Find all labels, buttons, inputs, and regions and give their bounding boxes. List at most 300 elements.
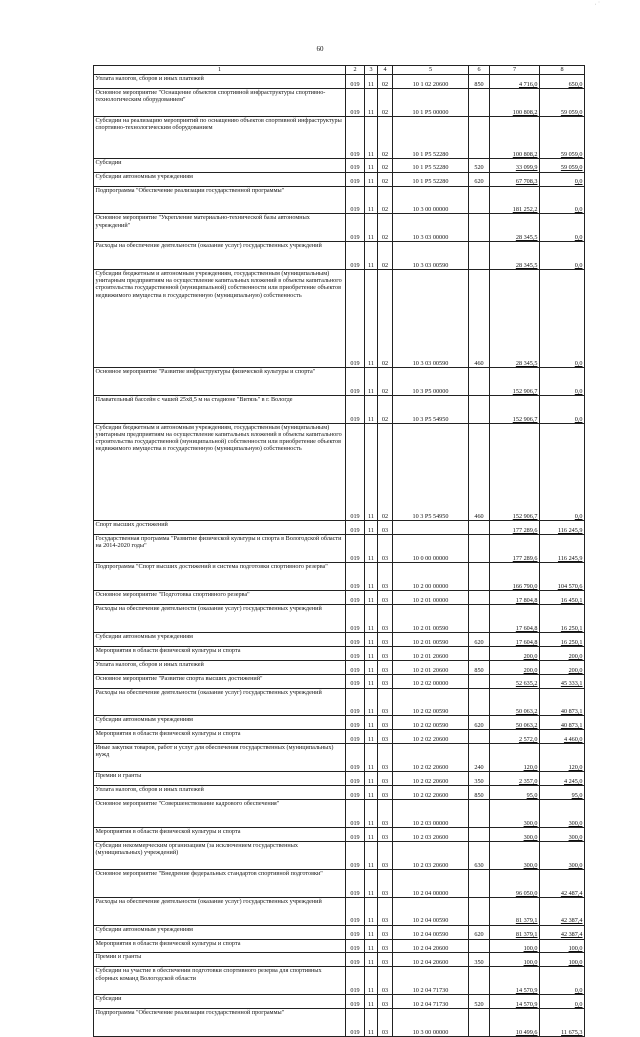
table-row: [94, 897, 585, 925]
subsection-code: 03: [378, 897, 393, 925]
section-code: 11: [365, 591, 378, 605]
amount-year-1: 152 906,7: [490, 423, 540, 521]
amount-year-2: 16 250,1: [540, 604, 585, 632]
row-name: Уплата налогов, сборов и иных платежей: [94, 75, 346, 89]
section-code: 11: [365, 604, 378, 632]
amount-year-1: 28 345,5: [490, 270, 540, 368]
target-article-code: 10 2 00 00000: [393, 563, 469, 591]
amount-year-1: 100,0: [490, 939, 540, 953]
row-name: Основное мероприятие "Оснащение объектов спортивной инфраструктуры спортивно-технологическим оборудованием": [94, 88, 346, 116]
target-article-code: 10 1 P5 52280: [393, 116, 469, 158]
subsection-code: 03: [378, 967, 393, 995]
table-row: [94, 270, 585, 368]
row-name: Субсидии бюджетным и автономным учреждениям, государственным (муниципальным) унитарным предприятиям на осуществление капитальных вложений в объекты капитального строительства государственной (муниципальной) собственности или приобретение объектов недвижимого имущества в государственную (муниципальную) собственность: [94, 423, 346, 521]
amount-year-1: 50 063,2: [490, 688, 540, 716]
amount-year-1: 10 499,6: [490, 1009, 540, 1037]
subsection-code: 03: [378, 828, 393, 842]
subsection-code: 03: [378, 591, 393, 605]
table-row: [94, 925, 585, 939]
row-name: Основное мероприятие "Совершенствование кадрового обеспечения": [94, 800, 346, 828]
expense-type-code: [469, 939, 490, 953]
table-row: [94, 841, 585, 869]
row-name: Расходы на обеспечение деятельности (оказание услуг) государственных учреждений: [94, 897, 346, 925]
section-code: 11: [365, 186, 378, 214]
amount-year-2: 42 387,4: [540, 925, 585, 939]
subsection-code: 03: [378, 995, 393, 1009]
amount-year-1: 14 570,9: [490, 967, 540, 995]
subsection-code: 03: [378, 604, 393, 632]
target-article-code: 10 2 01 00590: [393, 604, 469, 632]
table-row: [94, 423, 585, 521]
expense-type-code: [469, 563, 490, 591]
amount-year-2: 11 675,3: [540, 1009, 585, 1037]
subsection-code: 03: [378, 953, 393, 967]
grbs-code: 019: [346, 841, 365, 869]
grbs-code: 019: [346, 88, 365, 116]
table-row: [94, 632, 585, 646]
amount-year-1: 200,0: [490, 660, 540, 674]
grbs-code: 019: [346, 828, 365, 842]
table-row: [94, 367, 585, 395]
table-row: [94, 688, 585, 716]
amount-year-1: 14 570,9: [490, 995, 540, 1009]
row-name: Субсидии автономным учреждениям: [94, 925, 346, 939]
subsection-code: 03: [378, 646, 393, 660]
amount-year-1: 17 604,8: [490, 632, 540, 646]
table-row: [94, 716, 585, 730]
row-name: Подпрограмма "Спорт высших достижений и система подготовки спортивного резерва": [94, 563, 346, 591]
target-article-code: 10 3 P5 00000: [393, 367, 469, 395]
amount-year-2: 16 250,1: [540, 632, 585, 646]
amount-year-2: 104 570,6: [540, 563, 585, 591]
amount-year-2: 0,0: [540, 995, 585, 1009]
target-article-code: 10 3 03 00590: [393, 242, 469, 270]
row-name: Уплата налогов, сборов и иных платежей: [94, 660, 346, 674]
amount-year-2: 0,0: [540, 395, 585, 423]
amount-year-1: 177 289,6: [490, 521, 540, 535]
amount-year-1: 96 050,0: [490, 869, 540, 897]
amount-year-2: 100,0: [540, 939, 585, 953]
grbs-code: 019: [346, 939, 365, 953]
grbs-code: 019: [346, 716, 365, 730]
subsection-code: 03: [378, 563, 393, 591]
amount-year-2: 0,0: [540, 367, 585, 395]
expense-type-code: [469, 897, 490, 925]
grbs-code: 019: [346, 869, 365, 897]
section-code: 11: [365, 395, 378, 423]
row-name: Субсидии бюджетным и автономным учреждениям, государственным (муниципальным) унитарным предприятиям на осуществление капитальных вложений в объекты капитального строительства государственной (муниципальной) собственности или приобретение объектов недвижимого имущества в государственную (муниципальную) собственность: [94, 270, 346, 368]
budget-table: [93, 65, 585, 1037]
expense-type-code: 520: [469, 995, 490, 1009]
row-name: Субсидии автономным учреждениям: [94, 716, 346, 730]
row-name: Премии и гранты: [94, 772, 346, 786]
amount-year-1: 4 716,0: [490, 75, 540, 89]
table-row: [94, 786, 585, 800]
table-row: [94, 800, 585, 828]
target-article-code: 10 2 03 20600: [393, 841, 469, 869]
amount-year-1: 300,0: [490, 800, 540, 828]
subsection-code: 02: [378, 158, 393, 172]
grbs-code: 019: [346, 214, 365, 242]
amount-year-2: 16 450,1: [540, 591, 585, 605]
expense-type-code: [469, 828, 490, 842]
row-name: Субсидии: [94, 158, 346, 172]
expense-type-code: [469, 674, 490, 688]
section-code: 11: [365, 632, 378, 646]
section-code: 11: [365, 535, 378, 563]
subsection-code: 02: [378, 367, 393, 395]
grbs-code: 019: [346, 563, 365, 591]
amount-year-1: 181 252,2: [490, 186, 540, 214]
expense-type-code: 630: [469, 841, 490, 869]
expense-type-code: [469, 730, 490, 744]
amount-year-2: 300,0: [540, 841, 585, 869]
row-name: Основное мероприятие "Укрепление материально-технической базы автономных учреждений": [94, 214, 346, 242]
row-name: Субсидии: [94, 995, 346, 1009]
amount-year-1: 95,0: [490, 786, 540, 800]
table-row: [94, 674, 585, 688]
row-name: Премии и гранты: [94, 953, 346, 967]
amount-year-1: 2 357,0: [490, 772, 540, 786]
amount-year-1: 17 804,8: [490, 591, 540, 605]
expense-type-code: [469, 367, 490, 395]
section-code: 11: [365, 660, 378, 674]
table-row: [94, 646, 585, 660]
subsection-code: 03: [378, 730, 393, 744]
table-row: [94, 953, 585, 967]
target-article-code: 10 2 01 00590: [393, 632, 469, 646]
amount-year-2: 300,0: [540, 800, 585, 828]
target-article-code: 10 2 02 20600: [393, 730, 469, 744]
target-article-code: 10 3 03 00000: [393, 214, 469, 242]
table-row: [94, 172, 585, 186]
budget-sheet: [93, 65, 584, 1037]
amount-year-2: 59 059,0: [540, 88, 585, 116]
subsection-code: 03: [378, 772, 393, 786]
expense-type-code: 620: [469, 172, 490, 186]
target-article-code: 10 3 P5 54950: [393, 423, 469, 521]
grbs-code: 019: [346, 172, 365, 186]
row-name: Субсидии автономным учреждениям: [94, 632, 346, 646]
section-code: 11: [365, 158, 378, 172]
expense-type-code: [469, 967, 490, 995]
subsection-code: 03: [378, 800, 393, 828]
expense-type-code: [469, 688, 490, 716]
section-code: 11: [365, 367, 378, 395]
table-row: [94, 730, 585, 744]
grbs-code: 019: [346, 674, 365, 688]
row-name: Субсидии автономным учреждениям: [94, 172, 346, 186]
expense-type-code: [469, 521, 490, 535]
target-article-code: 10 1 P5 00000: [393, 88, 469, 116]
amount-year-2: 100,0: [540, 953, 585, 967]
section-code: 11: [365, 688, 378, 716]
row-name: Расходы на обеспечение деятельности (оказание услуг) государственных учреждений: [94, 604, 346, 632]
target-article-code: 10 2 02 20600: [393, 744, 469, 772]
table-row: [94, 772, 585, 786]
section-code: 11: [365, 953, 378, 967]
subsection-code: 03: [378, 521, 393, 535]
grbs-code: 019: [346, 772, 365, 786]
section-code: 11: [365, 423, 378, 521]
row-name: Спорт высших достижений: [94, 521, 346, 535]
section-code: 11: [365, 995, 378, 1009]
amount-year-1: 100 808,2: [490, 116, 540, 158]
subsection-code: 02: [378, 270, 393, 368]
row-name: Мероприятия в области физической культуры и спорта: [94, 828, 346, 842]
subsection-code: 03: [378, 841, 393, 869]
subsection-code: 03: [378, 660, 393, 674]
amount-year-1: 33 099,9: [490, 158, 540, 172]
amount-year-1: 100 808,2: [490, 88, 540, 116]
target-article-code: 10 2 02 20600: [393, 786, 469, 800]
row-name: Государственная программа "Развитие физической культуры и спорта в Вологодской области на 2014-2020 годы": [94, 535, 346, 563]
amount-year-2: 200,0: [540, 646, 585, 660]
header-cell: 1: [94, 66, 346, 75]
header-cell: 2: [346, 66, 365, 75]
row-name: Уплата налогов, сборов и иных платежей: [94, 786, 346, 800]
section-code: 11: [365, 869, 378, 897]
row-name: Подпрограмма "Обеспечение реализации государственной программы": [94, 1009, 346, 1037]
expense-type-code: 460: [469, 270, 490, 368]
expense-type-code: [469, 214, 490, 242]
expense-type-code: [469, 242, 490, 270]
row-name: Основное мероприятие "Развитие спорта высших достижений": [94, 674, 346, 688]
grbs-code: 019: [346, 925, 365, 939]
expense-type-code: [469, 395, 490, 423]
amount-year-2: 116 245,9: [540, 521, 585, 535]
section-code: 11: [365, 786, 378, 800]
expense-type-code: [469, 646, 490, 660]
table-row: [94, 1009, 585, 1037]
table-row: [94, 995, 585, 1009]
amount-year-1: 52 635,2: [490, 674, 540, 688]
subsection-code: 03: [378, 925, 393, 939]
amount-year-2: 0,0: [540, 967, 585, 995]
table-row: [94, 604, 585, 632]
table-row: [94, 214, 585, 242]
section-code: 11: [365, 841, 378, 869]
section-code: 11: [365, 800, 378, 828]
amount-year-1: 166 790,0: [490, 563, 540, 591]
grbs-code: 019: [346, 632, 365, 646]
expense-type-code: 850: [469, 660, 490, 674]
expense-type-code: 850: [469, 75, 490, 89]
table-row: [94, 563, 585, 591]
amount-year-1: 300,0: [490, 841, 540, 869]
subsection-code: 03: [378, 869, 393, 897]
grbs-code: 019: [346, 423, 365, 521]
amount-year-2: 650,0: [540, 75, 585, 89]
section-code: 11: [365, 744, 378, 772]
subsection-code: 02: [378, 423, 393, 521]
target-article-code: 10 2 04 00590: [393, 897, 469, 925]
amount-year-1: 28 345,5: [490, 214, 540, 242]
grbs-code: 019: [346, 688, 365, 716]
subsection-code: 02: [378, 172, 393, 186]
expense-type-code: 620: [469, 632, 490, 646]
header-row: [94, 66, 585, 75]
amount-year-1: 81 379,1: [490, 925, 540, 939]
row-name: Мероприятия в области физической культуры и спорта: [94, 939, 346, 953]
target-article-code: 10 2 04 71730: [393, 967, 469, 995]
subsection-code: 02: [378, 75, 393, 89]
target-article-code: 10 2 04 20600: [393, 953, 469, 967]
subsection-code: 02: [378, 214, 393, 242]
target-article-code: 10 2 01 20600: [393, 646, 469, 660]
subsection-code: 03: [378, 688, 393, 716]
amount-year-2: 200,0: [540, 660, 585, 674]
amount-year-1: 152 906,7: [490, 395, 540, 423]
amount-year-1: 28 345,5: [490, 242, 540, 270]
expense-type-code: [469, 1009, 490, 1037]
table-row: [94, 158, 585, 172]
target-article-code: 10 3 00 00000: [393, 186, 469, 214]
expense-type-code: [469, 591, 490, 605]
table-row: [94, 967, 585, 995]
amount-year-1: 200,0: [490, 646, 540, 660]
expense-type-code: 460: [469, 423, 490, 521]
grbs-code: 019: [346, 646, 365, 660]
expense-type-code: [469, 535, 490, 563]
amount-year-1: 50 063,2: [490, 716, 540, 730]
amount-year-1: 2 572,0: [490, 730, 540, 744]
grbs-code: 019: [346, 158, 365, 172]
table-row: [94, 828, 585, 842]
expense-type-code: [469, 869, 490, 897]
grbs-code: 019: [346, 604, 365, 632]
target-article-code: 10 2 03 20600: [393, 828, 469, 842]
amount-year-2: 40 873,1: [540, 688, 585, 716]
subsection-code: 03: [378, 939, 393, 953]
expense-type-code: [469, 604, 490, 632]
row-name: Расходы на обеспечение деятельности (оказание услуг) государственных учреждений: [94, 242, 346, 270]
amount-year-2: 45 333,1: [540, 674, 585, 688]
table-row: [94, 116, 585, 158]
table-row: [94, 186, 585, 214]
grbs-code: 019: [346, 270, 365, 368]
grbs-code: 019: [346, 897, 365, 925]
target-article-code: 10 2 02 00590: [393, 716, 469, 730]
section-code: 11: [365, 646, 378, 660]
amount-year-2: 120,0: [540, 744, 585, 772]
section-code: 11: [365, 716, 378, 730]
amount-year-2: 0,0: [540, 242, 585, 270]
amount-year-2: 95,0: [540, 786, 585, 800]
row-name: Субсидии на реализацию мероприятий по оснащению объектов спортивной инфраструктуры спортивно-технологическим оборудованием: [94, 116, 346, 158]
amount-year-1: 120,0: [490, 744, 540, 772]
grbs-code: 019: [346, 186, 365, 214]
target-article-code: 10 3 P5 54950: [393, 395, 469, 423]
table-row: [94, 744, 585, 772]
subsection-code: 03: [378, 632, 393, 646]
subsection-code: 03: [378, 535, 393, 563]
grbs-code: 019: [346, 953, 365, 967]
expense-type-code: [469, 186, 490, 214]
table-row: [94, 591, 585, 605]
grbs-code: 019: [346, 591, 365, 605]
expense-type-code: 240: [469, 744, 490, 772]
table-row: [94, 75, 585, 89]
expense-type-code: 350: [469, 953, 490, 967]
grbs-code: 019: [346, 1009, 365, 1037]
target-article-code: 10 2 02 00590: [393, 688, 469, 716]
header-cell: 3: [365, 66, 378, 75]
amount-year-1: 81 379,1: [490, 897, 540, 925]
subsection-code: 02: [378, 242, 393, 270]
row-name: Основное мероприятие "Развитие инфраструктуры физической культуры и спорта": [94, 367, 346, 395]
row-name: Подпрограмма "Обеспечение реализации государственной программы": [94, 186, 346, 214]
row-name: Субсидии на участие в обеспечении подготовки спортивного резерва для спортивных сборных команд Вологодской области: [94, 967, 346, 995]
subsection-code: 03: [378, 1009, 393, 1037]
target-article-code: 10 2 04 20600: [393, 939, 469, 953]
grbs-code: 019: [346, 75, 365, 89]
target-article-code: 10 3 03 00590: [393, 270, 469, 368]
expense-type-code: [469, 116, 490, 158]
amount-year-1: 300,0: [490, 828, 540, 842]
section-code: 11: [365, 116, 378, 158]
subsection-code: 02: [378, 395, 393, 423]
amount-year-2: 59 059,0: [540, 116, 585, 158]
target-article-code: 10 1 P5 52280: [393, 172, 469, 186]
amount-year-2: 0,0: [540, 172, 585, 186]
target-article-code: 10 0 00 00000: [393, 535, 469, 563]
section-code: 11: [365, 925, 378, 939]
amount-year-2: 59 059,0: [540, 158, 585, 172]
grbs-code: 019: [346, 395, 365, 423]
amount-year-2: 0,0: [540, 214, 585, 242]
section-code: 11: [365, 521, 378, 535]
table-row: [94, 521, 585, 535]
expense-type-code: [469, 800, 490, 828]
grbs-code: 019: [346, 730, 365, 744]
grbs-code: 019: [346, 995, 365, 1009]
subsection-code: 03: [378, 716, 393, 730]
amount-year-2: 0,0: [540, 186, 585, 214]
grbs-code: 019: [346, 535, 365, 563]
amount-year-1: 17 604,8: [490, 604, 540, 632]
table-row: [94, 939, 585, 953]
expense-type-code: 620: [469, 716, 490, 730]
table-row: [94, 88, 585, 116]
row-name: Мероприятия в области физической культуры и спорта: [94, 730, 346, 744]
target-article-code: [393, 521, 469, 535]
section-code: 11: [365, 1009, 378, 1037]
header-cell: 4: [378, 66, 393, 75]
grbs-code: 019: [346, 786, 365, 800]
subsection-code: 03: [378, 674, 393, 688]
row-name: Мероприятия в области физической культуры и спорта: [94, 646, 346, 660]
grbs-code: 019: [346, 242, 365, 270]
amount-year-1: 152 906,7: [490, 367, 540, 395]
expense-type-code: 350: [469, 772, 490, 786]
target-article-code: 10 2 01 20600: [393, 660, 469, 674]
section-code: 11: [365, 270, 378, 368]
section-code: 11: [365, 75, 378, 89]
section-code: 11: [365, 939, 378, 953]
section-code: 11: [365, 772, 378, 786]
section-code: 11: [365, 967, 378, 995]
subsection-code: 03: [378, 786, 393, 800]
section-code: 11: [365, 242, 378, 270]
row-name: Расходы на обеспечение деятельности (оказание услуг) государственных учреждений: [94, 688, 346, 716]
header-cell: 5: [393, 66, 469, 75]
corner-mark: · ˈ: [594, 2, 600, 8]
table-row: [94, 535, 585, 563]
grbs-code: 019: [346, 967, 365, 995]
amount-year-1: 177 289,6: [490, 535, 540, 563]
page-number: 60: [316, 45, 324, 53]
